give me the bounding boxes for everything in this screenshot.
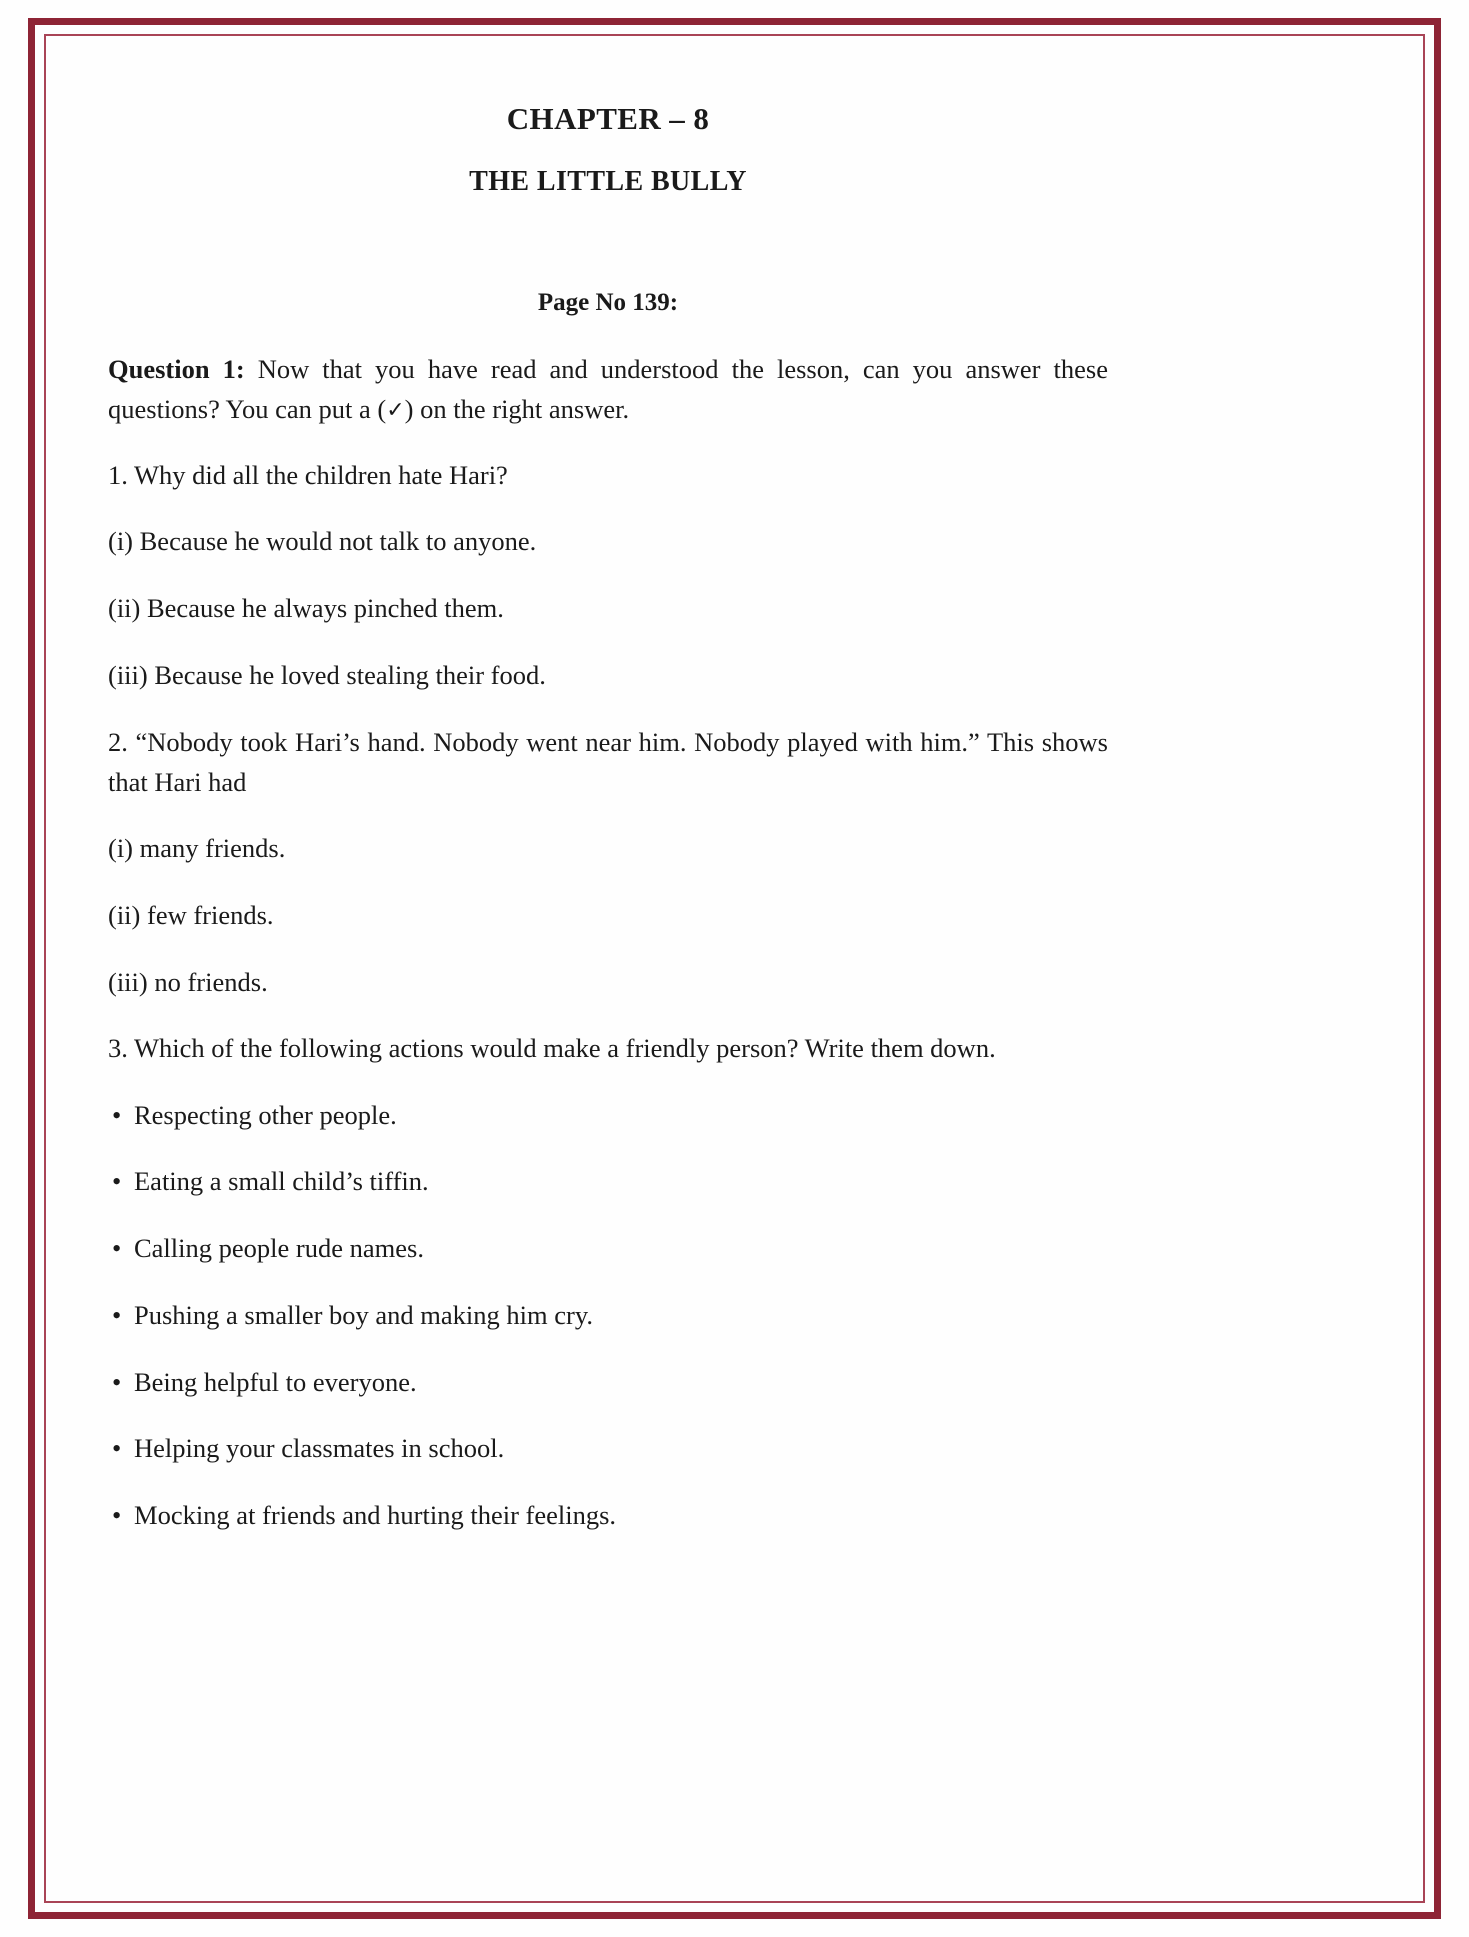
list-item — [108, 1229, 1108, 1269]
item-3-question: 3. Which of the following actions would make a friendly person? Write them down. — [108, 1033, 996, 1064]
list-item — [108, 1429, 1108, 1469]
list-item — [108, 1162, 1108, 1202]
list-item-label: Helping your classmates in school. — [134, 1433, 505, 1464]
item-1-option-i: (i) Because he would not talk to anyone. — [108, 526, 537, 557]
page-number-heading: Page No 139: — [537, 288, 679, 316]
item-2-question: 2. “Nobody took Hari’s hand. Nobody went near him. Nobody played with him.” This shows that Hari had — [108, 726, 1108, 797]
bullet-icon: • — [112, 1299, 122, 1330]
item-1-option-iii: (iii) Because he loved stealing their food. — [108, 659, 546, 690]
chapter-title: CHAPTER – 8 — [506, 101, 710, 136]
bullet-icon: • — [112, 1166, 122, 1197]
chapter-subtitle: THE LITTLE BULLY — [469, 165, 747, 197]
list-item-label: Pushing a smaller boy and making him cry. — [134, 1299, 594, 1330]
list-item-label: Calling people rude names. — [134, 1233, 424, 1264]
item-2-option-ii: (ii) few friends. — [108, 899, 274, 930]
question-1-text-before-check: Now that you have read and understood the lesson, can you answer these questions? You can put a ( — [108, 353, 1108, 424]
bullet-icon: • — [112, 1233, 122, 1264]
item-2-option-iii: (iii) no friends. — [108, 966, 268, 997]
checkmark-icon: ✓ — [386, 397, 405, 423]
list-item — [108, 1096, 1108, 1136]
list-item-label: Respecting other people. — [134, 1099, 397, 1130]
list-item — [108, 1296, 1108, 1336]
list-item — [108, 1363, 1108, 1403]
bullet-icon: • — [112, 1099, 122, 1130]
item-1-option-ii: (ii) Because he always pinched them. — [108, 593, 504, 624]
list-item — [108, 1496, 1108, 1536]
bullet-icon: • — [112, 1433, 122, 1464]
list-item-label: Mocking at friends and hurting their feelings. — [134, 1500, 617, 1531]
list-item-label: Eating a small child’s tiffin. — [134, 1166, 429, 1197]
question-1-label: Question 1: — [108, 353, 245, 384]
bullet-icon: • — [112, 1500, 122, 1531]
question-1-text-after-check: ) on the right answer. — [404, 393, 630, 424]
bullet-icon: • — [112, 1366, 122, 1397]
document-content — [108, 96, 1108, 1536]
list-item-label: Being helpful to everyone. — [134, 1366, 417, 1397]
item-1-question: 1. Why did all the children hate Hari? — [108, 460, 508, 491]
item-2-option-i: (i) many friends. — [108, 833, 286, 864]
question-1-prompt — [108, 349, 1108, 430]
